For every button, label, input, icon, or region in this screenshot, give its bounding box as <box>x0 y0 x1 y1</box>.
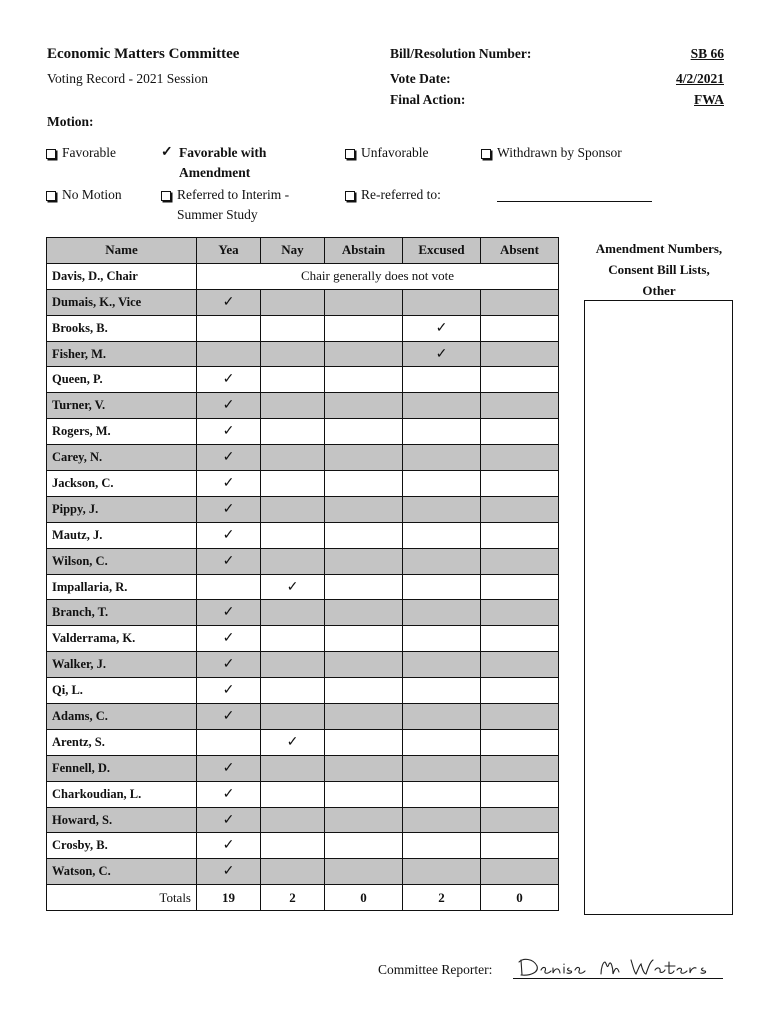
member-name: Valderrama, K. <box>47 626 197 652</box>
vote-cell-yea[interactable] <box>197 652 261 678</box>
checkmark-icon: ✓ <box>222 760 235 776</box>
vote-cell-yea[interactable] <box>197 315 261 341</box>
member-name: Rogers, M. <box>47 419 197 445</box>
vote-cell-excused[interactable] <box>403 729 481 755</box>
vote-cell-yea[interactable] <box>197 781 261 807</box>
vote-cell-nay[interactable] <box>261 341 325 367</box>
checkmark-icon[interactable]: ✓ <box>161 145 173 160</box>
vote-cell-excused[interactable] <box>403 548 481 574</box>
amendment-panel-header <box>584 238 734 301</box>
vote-cell-absent[interactable] <box>481 704 559 730</box>
total-abstain: 0 <box>325 885 403 911</box>
vote-cell-nay[interactable] <box>261 315 325 341</box>
vote-cell-nay[interactable] <box>261 496 325 522</box>
checkmark-icon: ✓ <box>222 657 235 673</box>
vote-cell-absent[interactable] <box>481 807 559 833</box>
vote-cell-abstain[interactable] <box>325 445 403 471</box>
amendment-header-line3: Other <box>642 283 676 298</box>
vote-cell-nay[interactable] <box>261 574 325 600</box>
option-interim-label-line2: Summer Study <box>177 207 258 222</box>
vote-cell-absent[interactable] <box>481 289 559 315</box>
member-row <box>47 367 559 393</box>
vote-cell-absent[interactable] <box>481 341 559 367</box>
vote-cell-yea[interactable] <box>197 445 261 471</box>
checkmark-icon: ✓ <box>286 579 299 595</box>
vote-cell-yea[interactable] <box>197 393 261 419</box>
vote-cell-excused[interactable] <box>403 704 481 730</box>
vote-cell-absent[interactable] <box>481 652 559 678</box>
vote-cell-absent[interactable] <box>481 781 559 807</box>
checkbox-icon[interactable] <box>481 149 491 159</box>
checkmark-icon: ✓ <box>222 294 235 310</box>
vote-table <box>46 237 559 911</box>
option-interim-study[interactable] <box>161 185 289 225</box>
vote-cell-abstain[interactable] <box>325 755 403 781</box>
vote-date-value: 4/2/2021 <box>675 71 724 86</box>
vote-cell-nay[interactable] <box>261 833 325 859</box>
signature-line[interactable] <box>513 978 723 979</box>
checkmark-icon: ✓ <box>222 527 235 543</box>
vote-cell-abstain[interactable] <box>325 704 403 730</box>
vote-cell-absent[interactable] <box>481 626 559 652</box>
vote-cell-nay[interactable] <box>261 600 325 626</box>
total-yea: 19 <box>197 885 261 911</box>
vote-date-label: Vote Date: <box>390 71 451 86</box>
option-favorable[interactable] <box>46 143 116 163</box>
total-nay: 2 <box>261 885 325 911</box>
checkmark-icon: ✓ <box>222 398 235 414</box>
vote-cell-nay[interactable] <box>261 859 325 885</box>
member-row <box>47 522 559 548</box>
vote-cell-excused[interactable] <box>403 833 481 859</box>
vote-cell-excused[interactable] <box>403 367 481 393</box>
option-withdrawn[interactable] <box>481 143 622 163</box>
member-name: Howard, S. <box>47 807 197 833</box>
vote-cell-yea[interactable] <box>197 626 261 652</box>
vote-cell-absent[interactable] <box>481 574 559 600</box>
member-name: Dumais, K., Vice <box>47 289 197 315</box>
member-row <box>47 393 559 419</box>
vote-cell-abstain[interactable] <box>325 367 403 393</box>
vote-cell-absent[interactable] <box>481 315 559 341</box>
amendment-header-line2: Consent Bill Lists, <box>608 262 710 277</box>
checkmark-icon: ✓ <box>435 346 448 362</box>
col-header-absent: Absent <box>481 238 559 264</box>
option-rereferred[interactable] <box>345 185 441 205</box>
option-favorable-label: Favorable <box>62 145 116 160</box>
member-row <box>47 678 559 704</box>
vote-cell-excused[interactable] <box>403 574 481 600</box>
vote-cell-absent[interactable] <box>481 471 559 497</box>
vote-cell-nay[interactable] <box>261 755 325 781</box>
option-unfavorable[interactable] <box>345 143 428 163</box>
vote-cell-excused[interactable] <box>403 755 481 781</box>
totals-label: Totals <box>47 885 197 911</box>
checkmark-icon: ✓ <box>222 553 235 569</box>
option-no-motion-label: No Motion <box>62 187 122 202</box>
vote-cell-yea[interactable] <box>197 496 261 522</box>
col-header-name: Name <box>47 238 197 264</box>
vote-cell-nay[interactable] <box>261 522 325 548</box>
vote-cell-absent[interactable] <box>481 496 559 522</box>
vote-cell-absent[interactable] <box>481 755 559 781</box>
voting-record-session: Voting Record - 2021 Session <box>47 71 208 86</box>
vote-cell-nay[interactable] <box>261 289 325 315</box>
bill-number-label: Bill/Resolution Number: <box>390 46 532 61</box>
checkmark-icon: ✓ <box>222 424 235 440</box>
vote-cell-yea[interactable] <box>197 574 261 600</box>
vote-cell-yea[interactable] <box>197 471 261 497</box>
member-row <box>47 807 559 833</box>
member-row <box>47 704 559 730</box>
member-row <box>47 548 559 574</box>
col-header-abstain: Abstain <box>325 238 403 264</box>
member-row <box>47 471 559 497</box>
checkbox-icon[interactable] <box>161 191 171 201</box>
vote-cell-absent[interactable] <box>481 729 559 755</box>
vote-cell-yea[interactable] <box>197 859 261 885</box>
member-row <box>47 289 559 315</box>
vote-cell-abstain[interactable] <box>325 471 403 497</box>
checkmark-icon: ✓ <box>435 320 448 336</box>
vote-cell-absent[interactable] <box>481 445 559 471</box>
option-fwa-label-line1: Favorable with <box>179 145 267 160</box>
vote-cell-nay[interactable] <box>261 419 325 445</box>
vote-cell-absent[interactable] <box>481 522 559 548</box>
member-row <box>47 729 559 755</box>
member-row <box>47 652 559 678</box>
vote-cell-yea[interactable] <box>197 755 261 781</box>
vote-cell-nay[interactable] <box>261 729 325 755</box>
committee-title: Economic Matters Committee <box>47 46 240 62</box>
checkbox-icon[interactable] <box>46 191 56 201</box>
vote-cell-excused[interactable] <box>403 419 481 445</box>
vote-cell-abstain[interactable] <box>325 652 403 678</box>
vote-cell-excused[interactable] <box>403 807 481 833</box>
member-row <box>47 445 559 471</box>
amendment-notes-box[interactable] <box>584 300 733 915</box>
vote-cell-nay[interactable] <box>261 471 325 497</box>
final-action-label: Final Action: <box>390 92 466 107</box>
vote-cell-nay[interactable] <box>261 548 325 574</box>
member-name: Fennell, D. <box>47 755 197 781</box>
vote-cell-yea[interactable] <box>197 289 261 315</box>
member-name: Charkoudian, L. <box>47 781 197 807</box>
chair-row <box>47 263 559 289</box>
vote-cell-excused[interactable] <box>403 471 481 497</box>
vote-cell-nay[interactable] <box>261 704 325 730</box>
option-no-motion[interactable] <box>46 185 122 205</box>
bill-number-value: SB 66 <box>690 46 724 61</box>
vote-cell-abstain[interactable] <box>325 807 403 833</box>
vote-cell-nay[interactable] <box>261 652 325 678</box>
vote-cell-nay[interactable] <box>261 445 325 471</box>
vote-cell-abstain[interactable] <box>325 678 403 704</box>
member-row <box>47 600 559 626</box>
member-row <box>47 574 559 600</box>
col-header-nay: Nay <box>261 238 325 264</box>
option-rereferred-label: Re-referred to: <box>361 187 441 202</box>
vote-cell-absent[interactable] <box>481 600 559 626</box>
option-fwa-label-line2: Amendment <box>179 165 251 180</box>
member-name: Mautz, J. <box>47 522 197 548</box>
vote-cell-abstain[interactable] <box>325 626 403 652</box>
vote-cell-excused[interactable] <box>403 781 481 807</box>
vote-cell-absent[interactable] <box>481 393 559 419</box>
member-name: Queen, P. <box>47 367 197 393</box>
vote-cell-nay[interactable] <box>261 807 325 833</box>
vote-cell-excused[interactable] <box>403 289 481 315</box>
member-row <box>47 859 559 885</box>
totals-row <box>47 885 559 911</box>
vote-cell-yea[interactable] <box>197 522 261 548</box>
vote-cell-excused[interactable] <box>403 315 481 341</box>
vote-cell-excused[interactable] <box>403 678 481 704</box>
checkbox-icon[interactable] <box>345 149 355 159</box>
vote-cell-abstain[interactable] <box>325 341 403 367</box>
member-name: Turner, V. <box>47 393 197 419</box>
member-name: Davis, D., Chair <box>47 263 197 289</box>
member-name: Qi, L. <box>47 678 197 704</box>
vote-cell-nay[interactable] <box>261 781 325 807</box>
member-name: Crosby, B. <box>47 833 197 859</box>
vote-cell-abstain[interactable] <box>325 729 403 755</box>
vote-cell-excused[interactable] <box>403 393 481 419</box>
member-name: Carey, N. <box>47 445 197 471</box>
motion-label: Motion: <box>47 114 94 129</box>
vote-cell-yea[interactable] <box>197 341 261 367</box>
checkmark-icon: ✓ <box>222 372 235 388</box>
member-name: Arentz, S. <box>47 729 197 755</box>
vote-cell-yea[interactable] <box>197 729 261 755</box>
vote-cell-absent[interactable] <box>481 859 559 885</box>
vote-cell-abstain[interactable] <box>325 600 403 626</box>
vote-cell-abstain[interactable] <box>325 781 403 807</box>
vote-cell-abstain[interactable] <box>325 496 403 522</box>
checkmark-icon: ✓ <box>222 683 235 699</box>
member-name: Jackson, C. <box>47 471 197 497</box>
vote-cell-yea[interactable] <box>197 548 261 574</box>
vote-cell-yea[interactable] <box>197 367 261 393</box>
vote-cell-yea[interactable] <box>197 419 261 445</box>
vote-cell-absent[interactable] <box>481 678 559 704</box>
vote-cell-abstain[interactable] <box>325 419 403 445</box>
vote-cell-abstain[interactable] <box>325 833 403 859</box>
vote-cell-excused[interactable] <box>403 600 481 626</box>
checkmark-icon: ✓ <box>222 501 235 517</box>
member-row <box>47 833 559 859</box>
vote-cell-yea[interactable] <box>197 704 261 730</box>
member-row <box>47 781 559 807</box>
checkmark-icon: ✓ <box>222 605 235 621</box>
member-name: Adams, C. <box>47 704 197 730</box>
member-name: Wilson, C. <box>47 548 197 574</box>
vote-cell-absent[interactable] <box>481 833 559 859</box>
vote-cell-absent[interactable] <box>481 367 559 393</box>
member-row <box>47 315 559 341</box>
member-name: Impallaria, R. <box>47 574 197 600</box>
checkbox-icon[interactable] <box>46 149 56 159</box>
member-name: Fisher, M. <box>47 341 197 367</box>
vote-cell-nay[interactable] <box>261 367 325 393</box>
vote-cell-abstain[interactable] <box>325 522 403 548</box>
vote-cell-excused[interactable] <box>403 341 481 367</box>
vote-cell-abstain[interactable] <box>325 289 403 315</box>
member-name: Walker, J. <box>47 652 197 678</box>
vote-cell-nay[interactable] <box>261 626 325 652</box>
checkbox-icon[interactable] <box>345 191 355 201</box>
checkmark-icon: ✓ <box>222 708 235 724</box>
member-row <box>47 419 559 445</box>
member-name: Brooks, B. <box>47 315 197 341</box>
rereferred-blank-line[interactable] <box>497 201 652 202</box>
checkmark-icon: ✓ <box>222 838 235 854</box>
checkmark-icon: ✓ <box>286 734 299 750</box>
option-interim-label-line1: Referred to Interim - <box>177 187 290 202</box>
chair-note: Chair generally does not vote <box>197 263 559 289</box>
option-favorable-with-amendment[interactable] <box>161 143 266 183</box>
vote-cell-abstain[interactable] <box>325 548 403 574</box>
vote-cell-abstain[interactable] <box>325 393 403 419</box>
checkmark-icon: ✓ <box>222 450 235 466</box>
vote-cell-abstain[interactable] <box>325 859 403 885</box>
final-action-value: FWA <box>694 92 724 107</box>
vote-cell-excused[interactable] <box>403 522 481 548</box>
checkmark-icon: ✓ <box>222 812 235 828</box>
member-row <box>47 496 559 522</box>
vote-cell-absent[interactable] <box>481 419 559 445</box>
option-withdrawn-label: Withdrawn by Sponsor <box>497 145 622 160</box>
member-name: Branch, T. <box>47 600 197 626</box>
vote-cell-yea[interactable] <box>197 833 261 859</box>
member-row <box>47 755 559 781</box>
checkmark-icon: ✓ <box>222 864 235 880</box>
vote-cell-absent[interactable] <box>481 548 559 574</box>
committee-reporter-label: Committee Reporter: <box>378 962 493 977</box>
checkmark-icon: ✓ <box>222 786 235 802</box>
vote-cell-yea[interactable] <box>197 678 261 704</box>
vote-cell-abstain[interactable] <box>325 315 403 341</box>
member-name: Watson, C. <box>47 859 197 885</box>
vote-cell-yea[interactable] <box>197 807 261 833</box>
vote-cell-nay[interactable] <box>261 393 325 419</box>
member-row <box>47 626 559 652</box>
vote-cell-nay[interactable] <box>261 678 325 704</box>
member-row <box>47 341 559 367</box>
col-header-yea: Yea <box>197 238 261 264</box>
total-absent: 0 <box>481 885 559 911</box>
amendment-header-line1: Amendment Numbers, <box>595 241 723 256</box>
member-name: Pippy, J. <box>47 496 197 522</box>
vote-cell-excused[interactable] <box>403 626 481 652</box>
vote-cell-excused[interactable] <box>403 496 481 522</box>
vote-table-header <box>47 238 559 264</box>
total-excused: 2 <box>403 885 481 911</box>
vote-cell-abstain[interactable] <box>325 574 403 600</box>
vote-cell-excused[interactable] <box>403 859 481 885</box>
vote-cell-excused[interactable] <box>403 652 481 678</box>
vote-cell-excused[interactable] <box>403 445 481 471</box>
checkmark-icon: ✓ <box>222 475 235 491</box>
option-unfavorable-label: Unfavorable <box>361 145 429 160</box>
checkmark-icon: ✓ <box>222 631 235 647</box>
reporter-signature <box>513 948 723 980</box>
vote-cell-yea[interactable] <box>197 600 261 626</box>
col-header-excused: Excused <box>403 238 481 264</box>
